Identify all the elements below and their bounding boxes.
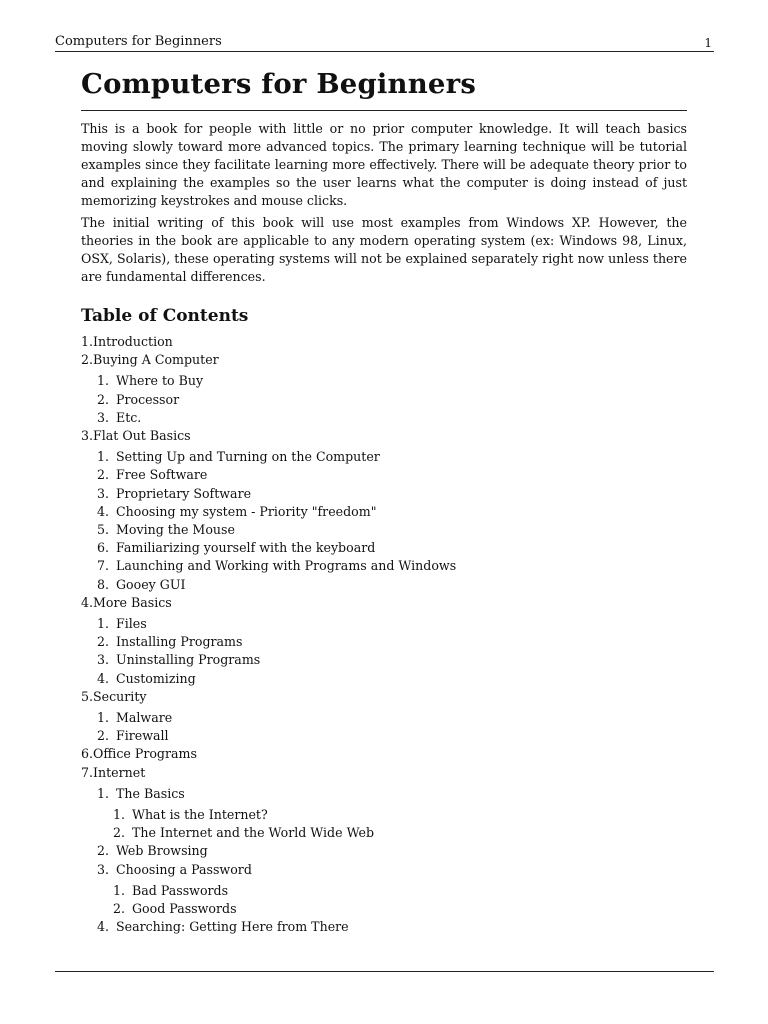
toc-entry-number: 1.: [97, 616, 110, 632]
toc-entry-link[interactable]: Introduction: [93, 334, 173, 349]
toc-entry-link[interactable]: Processor: [116, 391, 180, 407]
toc-entry[interactable]: [97, 372, 687, 390]
toc-entry-number: 3.: [97, 652, 110, 668]
toc-sublist: [81, 372, 687, 427]
toc-entry-number: 6.: [81, 746, 94, 762]
toc-entry[interactable]: [113, 824, 687, 842]
toc-entry-number: 1.: [97, 373, 110, 389]
toc-entry[interactable]: [81, 333, 687, 351]
toc-entry-link[interactable]: Choosing a Password: [116, 861, 252, 877]
toc-entry[interactable]: [97, 785, 687, 843]
toc-entry-link[interactable]: Internet: [93, 764, 146, 780]
toc-entry-number: 2.: [113, 825, 126, 841]
toc-entry-number: 4.: [97, 919, 110, 935]
toc-entry[interactable]: [97, 557, 687, 575]
toc-entry-number: 3.: [81, 428, 94, 444]
toc-entry-number: 5.: [97, 522, 110, 538]
toc-entry-link[interactable]: Etc.: [116, 409, 142, 425]
toc-entry[interactable]: [97, 503, 687, 521]
toc-entry-link[interactable]: Uninstalling Programs: [116, 652, 261, 668]
toc-heading: Table of Contents: [81, 306, 249, 326]
toc-sublist: [81, 448, 687, 594]
toc-entry[interactable]: [97, 670, 687, 688]
toc-sublist: [81, 615, 687, 688]
page-title: Computers for Beginners: [81, 68, 476, 100]
toc-entry-link[interactable]: Web Browsing: [116, 843, 208, 859]
toc-entry-number: 5.: [81, 688, 94, 704]
toc-entry-link[interactable]: Bad Passwords: [132, 882, 229, 898]
toc-entry-link[interactable]: More Basics: [93, 594, 172, 610]
toc-entry[interactable]: [97, 918, 687, 936]
title-divider: [81, 110, 687, 111]
toc-entry[interactable]: [97, 576, 687, 594]
toc-entry-link[interactable]: Buying A Computer: [93, 352, 219, 368]
footer-divider: [55, 971, 714, 972]
toc-entry[interactable]: [113, 882, 687, 900]
toc-entry-link[interactable]: Moving the Mouse: [116, 522, 235, 538]
toc-entry-link[interactable]: Proprietary Software: [116, 485, 252, 501]
toc-entry[interactable]: [97, 633, 687, 651]
toc-entry-link[interactable]: Setting Up and Turning on the Computer: [116, 449, 380, 465]
toc-entry-number: 8.: [97, 576, 110, 592]
toc-entry-link[interactable]: What is the Internet?: [132, 807, 268, 823]
toc-entry-link[interactable]: Customizing: [116, 670, 196, 686]
toc-entry-link[interactable]: The Internet and the World Wide Web: [132, 825, 375, 841]
toc-entry[interactable]: [81, 745, 687, 763]
toc-entry-number: 6.: [97, 540, 110, 556]
page-number: 1: [704, 36, 712, 50]
toc-entry-link[interactable]: Security: [93, 688, 147, 704]
toc-entry-number: 2.: [97, 467, 110, 483]
toc-entry-link[interactable]: Searching: Getting Here from There: [116, 919, 349, 935]
toc-entry-link[interactable]: Familiarizing yourself with the keyboard: [116, 540, 376, 556]
toc-entry[interactable]: [97, 842, 687, 860]
toc-entry-number: 2.: [97, 634, 110, 650]
table-of-contents: [81, 333, 687, 937]
toc-entry[interactable]: [97, 861, 687, 919]
toc-list: [81, 333, 687, 937]
toc-entry[interactable]: [97, 651, 687, 669]
toc-entry[interactable]: [113, 806, 687, 824]
toc-sublist: [81, 785, 687, 937]
toc-entry[interactable]: [81, 688, 687, 746]
toc-entry-number: 2.: [97, 391, 110, 407]
toc-entry-number: 2.: [97, 728, 110, 744]
running-title: Computers for Beginners: [55, 34, 222, 49]
toc-entry[interactable]: [97, 391, 687, 409]
toc-entry[interactable]: [97, 615, 687, 633]
toc-entry-number: 1.: [97, 449, 110, 465]
toc-entry-link[interactable]: The Basics: [116, 785, 185, 801]
toc-entry-link[interactable]: Choosing my system - Priority "freedom": [116, 503, 377, 519]
toc-entry[interactable]: [113, 900, 687, 918]
toc-entry[interactable]: [97, 521, 687, 539]
toc-entry-link[interactable]: Firewall: [116, 728, 169, 744]
toc-entry-link[interactable]: Malware: [116, 710, 173, 726]
toc-entry-number: 2.: [97, 843, 110, 859]
intro-section: [81, 120, 687, 290]
toc-entry-number: 1.: [113, 882, 126, 898]
toc-entry[interactable]: [97, 709, 687, 727]
toc-entry[interactable]: [97, 539, 687, 557]
toc-entry-link[interactable]: Gooey GUI: [116, 576, 186, 592]
toc-entry-number: 3.: [97, 485, 110, 501]
toc-entry[interactable]: [97, 727, 687, 745]
toc-entry-number: 2.: [113, 901, 126, 917]
toc-entry[interactable]: [81, 764, 687, 937]
intro-paragraph: This is a book for people with little or no prior computer knowledge. It will teach basics moving slowly toward more advanced topics. The primary learning technique will be tutorial examples since they facilitate learning more effectively. There will be adequate theory prior to and explaining the examples so the user learns what the computer is doing instead of just memorizing keystrokes and mouse clicks.: [81, 121, 687, 208]
toc-entry[interactable]: [81, 427, 687, 594]
toc-entry-number: 1.: [97, 785, 110, 801]
running-header: [55, 33, 714, 52]
toc-entry[interactable]: [97, 485, 687, 503]
toc-entry[interactable]: [97, 466, 687, 484]
toc-entry-number: 3.: [97, 409, 110, 425]
toc-entry-link[interactable]: Flat Out Basics: [93, 428, 191, 444]
toc-entry-number: 3.: [97, 861, 110, 877]
toc-entry-link[interactable]: Launching and Working with Programs and Windows: [116, 558, 457, 574]
toc-entry-link[interactable]: Free Software: [116, 467, 208, 483]
toc-entry-number: 4.: [97, 503, 110, 519]
toc-entry[interactable]: [81, 351, 687, 427]
toc-entry-link[interactable]: Good Passwords: [132, 901, 237, 917]
toc-entry-number: 7.: [97, 558, 110, 574]
toc-entry[interactable]: [97, 448, 687, 466]
toc-entry-number: 1.: [113, 807, 126, 823]
toc-entry-number: 4.: [81, 594, 94, 610]
toc-entry[interactable]: [81, 594, 687, 688]
toc-entry-number: 1.: [81, 334, 94, 349]
toc-entry-number: 7.: [81, 764, 94, 780]
toc-entry-number: 4.: [97, 670, 110, 686]
toc-sublist: [81, 709, 687, 745]
intro-paragraph: The initial writing of this book will use most examples from Windows XP. However, the theories in the book are applicable to any modern operating system (ex: Windows 98, Linux, OSX, Solaris), these operating systems will not be explained separately right now unless there are fundamental differences.: [81, 215, 687, 284]
toc-entry-link[interactable]: Office Programs: [93, 746, 197, 762]
toc-sublist: [97, 882, 687, 918]
toc-sublist: [97, 806, 687, 842]
toc-entry-number: 2.: [81, 352, 94, 368]
toc-entry-number: 1.: [97, 710, 110, 726]
toc-entry-link[interactable]: Installing Programs: [116, 634, 243, 650]
toc-entry[interactable]: [97, 409, 687, 427]
toc-entry-link[interactable]: Where to Buy: [116, 373, 204, 389]
toc-entry-link[interactable]: Files: [116, 616, 147, 632]
